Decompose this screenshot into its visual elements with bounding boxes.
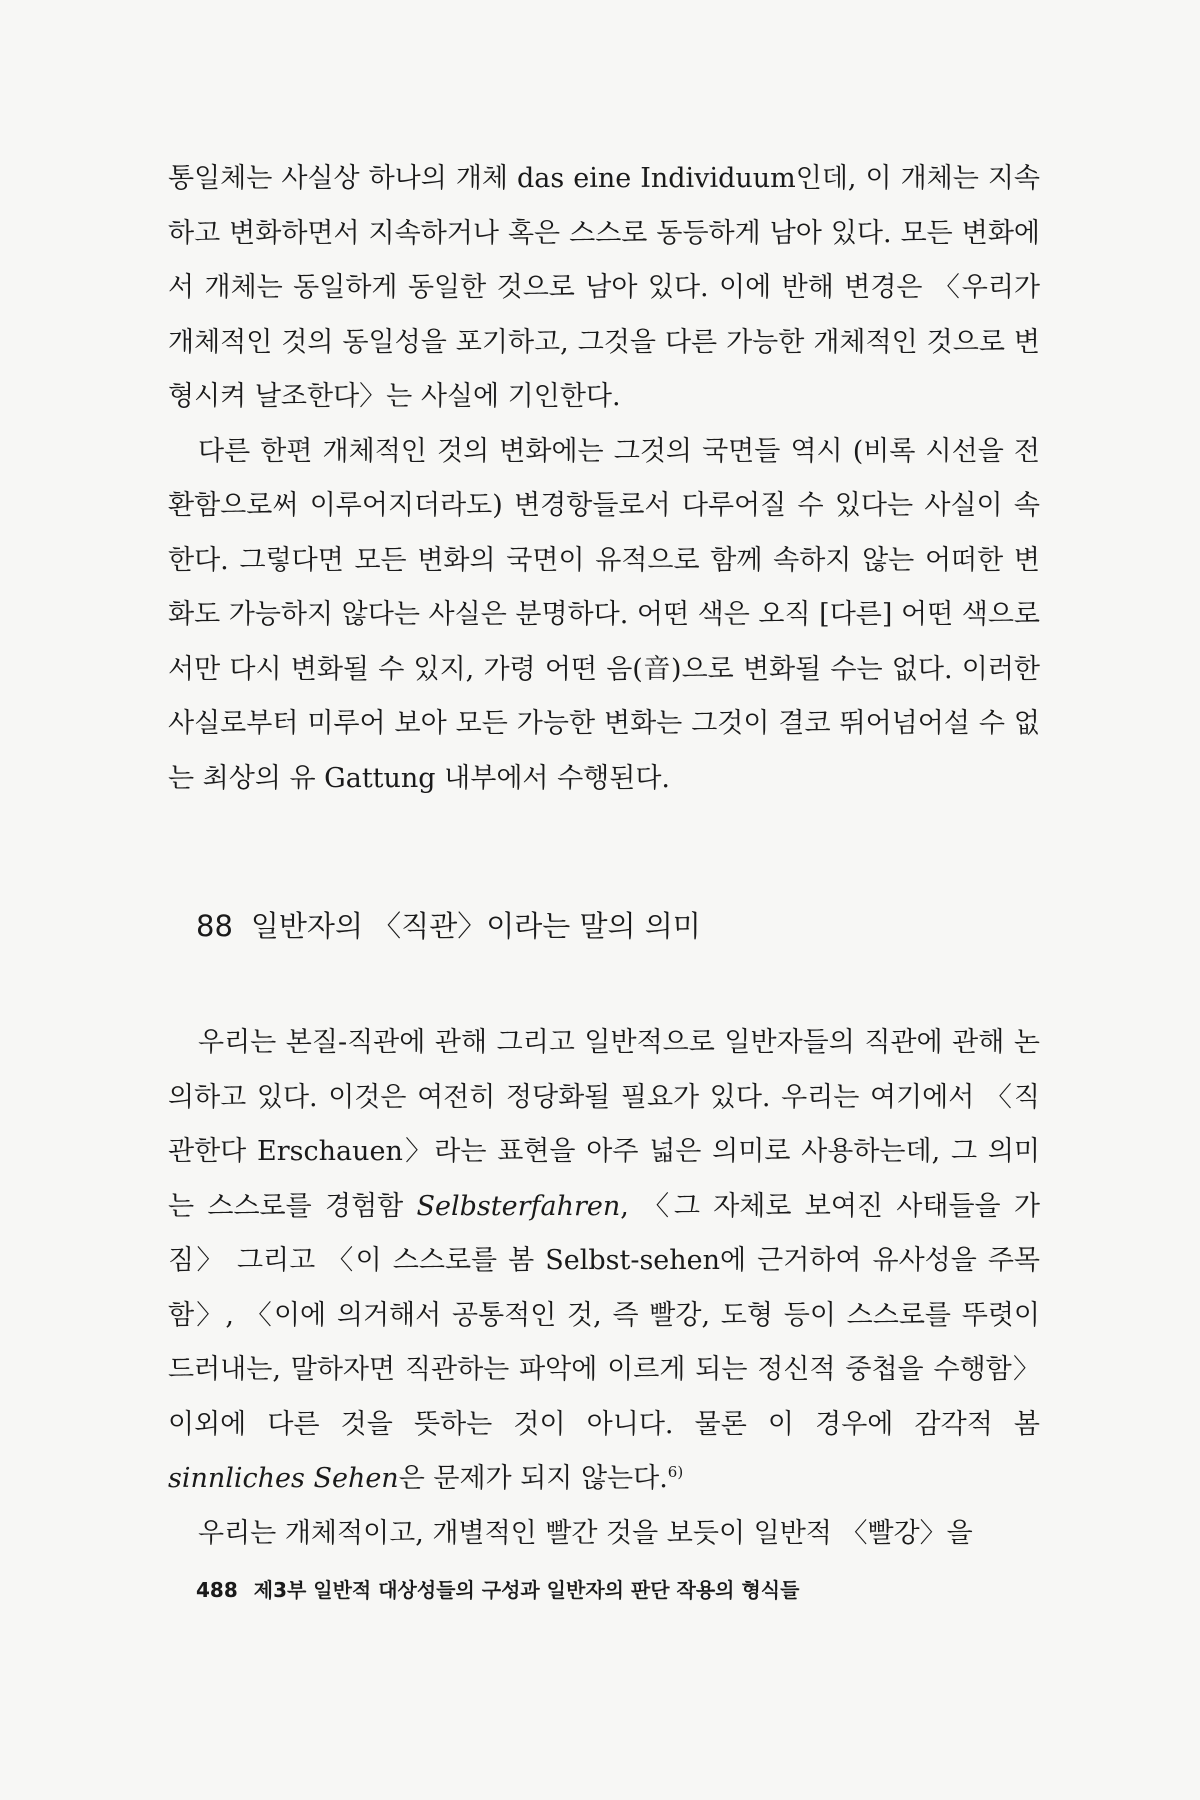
text-run: , 〈그 자체로 보여진 사태들을 가짐〉 그리고 〈이 스스로를 봄 Selbst-sehen에 근거하여 유사성을 주목함〉, 〈이에 의거해서 공통적인 것, 즉 빨강, 도형 등이 스스로를 뚜렷이 드러내는, 말하자면 직관하는 파악에 이르게 되는 정신적 중첩을 수행함〉 이외에 다른 것을 뜻하는 것이 아니다. 물론 이 경우에 감각적 봄 <box>168 1190 1040 1440</box>
body-text-bottom <box>168 1016 1040 1561</box>
body-text-top <box>168 152 1040 806</box>
paragraph: 통일체는 사실상 하나의 개체 das eine Individuum인데, 이 개체는 지속하고 변화하면서 지속하거나 혹은 스스로 동등하게 남아 있다. 모든 변화에서 개체는 동일하게 동일한 것으로 남아 있다. 이에 반해 변경은 〈우리가 개체적인 것의 동일성을 포기하고, 그것을 다른 가능한 개체적인 것으로 변형시켜 날조한다〉는 사실에 기인한다. <box>168 163 1040 412</box>
section-title: 일반자의 〈직관〉이라는 말의 의미 <box>250 909 701 943</box>
italic-term: sinnliches Sehen <box>168 1463 399 1494</box>
text-run: 우리는 본질-직관에 관해 그리고 일반적으로 일반자들의 직관에 관해 논의하고 있다. 이것은 여전히 정당화될 필요가 있다. 우리는 여기에서 〈직관한다 Erschauen〉라는 표현을 아주 넓은 의미로 사용하는데, 그 의미는 스스로를 경험함 <box>168 1027 1040 1222</box>
running-footer <box>196 1576 799 1604</box>
page-number: 488 <box>196 1578 238 1602</box>
paragraph <box>168 1016 1040 1507</box>
italic-term: Selbsterfahren <box>416 1190 621 1222</box>
paragraph: 우리는 개체적이고, 개별적인 빨간 것을 보듯이 일반적 〈빨강〉을 <box>198 1517 973 1549</box>
section-heading <box>196 906 701 946</box>
text-run: 은 문제가 되지 않는다. <box>398 1463 668 1494</box>
footnote-marker[interactable]: 6) <box>667 1463 684 1481</box>
running-title: 제3부 일반적 대상성들의 구성과 일반자의 판단 작용의 형식들 <box>253 1578 800 1602</box>
paragraph: 다른 한편 개체적인 것의 변화에는 그것의 국면들 역시 (비록 시선을 전환함으로써 이루어지더라도) 변경항들로서 다루어질 수 있다는 사실이 속한다. 그렇다면 모든 변화의 국면이 유적으로 함께 속하지 않는 어떠한 변화도 가능하지 않다는 사실은 분명하다. 어떤 색은 오직 [다른] 어떤 색으로서만 다시 변화될 수 있지, 가령 어떤 음(音)으로 변화될 수는 없다. 이러한 사실로부터 미루어 보아 모든 가능한 변화는 그것이 결코 뛰어넘어설 수 없는 최상의 유 Gattung 내부에서 수행된다. <box>168 435 1040 794</box>
section-number: 88 <box>196 909 233 943</box>
